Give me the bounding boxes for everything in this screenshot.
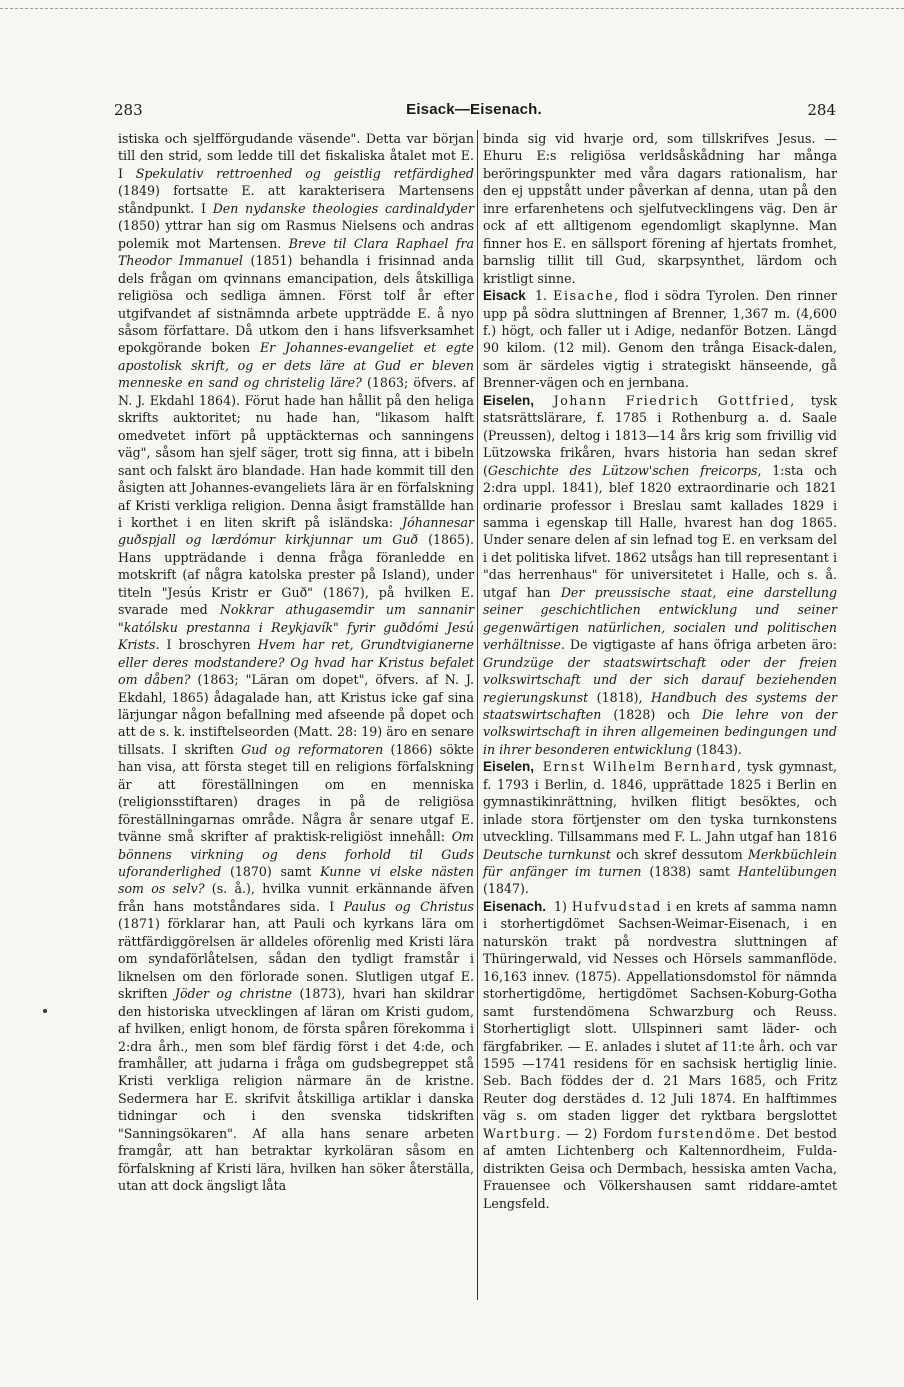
text-run: (1847). [483,881,529,897]
text-run: (1843). [691,741,742,757]
text-run: (1818), [588,689,652,705]
italic-title: Er Johannes-evangeliet et egte apostolisk skrift, og er dets läre at Gud er bleven menneske en sand og christelig läre? [118,340,474,391]
encyclopedia-entry [483,392,837,759]
italic-title: Geschichte des Lützow'schen freicorps [487,462,758,478]
spaced-text: Wartburg [483,1125,557,1141]
text-run: och skref dessutom [610,846,749,862]
text-run: i en krets af samma namn i storhertigdömet Sachsen-Weimar-Eisenach, i en naturskön trakt på nordvestra sluttningen af Thüringerwald, vid Nesses och Hörsels sammanflöde. 16,163 innev. (1875). Appellationsdomstol för nämnda storhertigdöme, hertigdömet Sachsen-Koburg-Gotha samt furstendömena Schwarzburg och Reuss. Storhertigligt slott. Ullspinneri samt läder- och färgfabriker. — E. anlades i slutet af 11:te årh. och var 1595 —1741 residens för en sachsisk hertiglig linie. Seb. Bach föddes der d. 21 Mars 1685, och Fritz Reuter dog derstädes d. 12 Juli 1874. En halftimmes väg s. om staden ligger det ryktbara bergslottet [483,898,837,1124]
running-head: Eisack—Eisenach. [406,101,542,118]
text-run: (1870) samt [221,864,321,880]
entry-headword: Eiselen, [483,759,535,775]
text-run: (s. å.), hvilka vunnit erkännande äfven från hans motståndares sida. I [118,881,474,914]
column-divider [477,130,478,1300]
text-run: . — 2) Fordom [556,1125,658,1141]
text-run: , flod i södra Tyrolen. Den rinner upp på södra sluttningen af Brenner, 1,367 m. (4,600 f.) högt, och faller ut i Adige, nedanför Botzen. Längd 90 kilom. (12 mil). Genom den trånga Eisack-dalen, som är särdeles vigtig i strategiskt hänseende, gå Brenner-vägen och en jernbana. [483,288,837,391]
italic-title: Jóhannesar guðspjall og lærdómur kirkjunnar um Guð [118,514,474,548]
italic-title: Deutsche turnkunst [483,846,611,862]
left-column-text [118,130,474,1195]
italic-title: Kunne vi elske nästen som os selv? [118,864,474,897]
continued-text [483,130,837,287]
italic-title: Hvem har ret, Grundtvigianerne eller deres modstandere? Og hvad har Kristus befalet om dåben? [118,637,474,688]
entry-headword: Eisenach. [483,898,547,914]
spaced-text: furstendöme [657,1125,757,1141]
text-run: (1865). Hans uppträdande i denna fråga föranledde en motskrift (af några katolska prester på Island), under titeln "Jesús Kristr er Guð" (1867), på hvilken E. svarade med [118,532,474,618]
encyclopedia-entry [483,898,837,1212]
text-run: (1863; "Läran om dopet", öfvers. af N. J. Ekdahl, 1865) ådagalade han, att Kristus icke gaf sina lärjungar någon befallning med afseende på dopet och att de s. k. instiftelseorden (Matt. 28: 19) äro en senare tillsats. I skriften [118,672,474,757]
left-column [118,130,474,1195]
text-run: (1850) yttrar han sig om Rasmus Nielsens och andras polemik mot Martensen. [118,218,474,251]
italic-title: Spekulativ rettroenhed og geistlig retfärdighed [135,165,474,181]
spaced-text: Ernst Wilhelm Bernhard [542,759,738,775]
italic-title: Breve til Clara Raphael fra Theodor Immanuel [118,235,474,269]
text-run: (1851) behandla i frisinnad anda dels frågan om qvinnans emancipation, dels åtskilliga religiösa och sedliga ämnen. Först tolf år efter utgifvandet af sistnämnda arbete uppträdde E. å nyo såsom författare. Då utkom den i hans lifsverksamhet epokgörande boken [118,253,474,356]
page-number-left: 283 [114,101,143,119]
italic-title: Den nydanske theologies cardinaldyder [212,200,474,216]
entry-headword: Eiselen, [483,392,535,408]
right-column [483,130,837,1212]
italic-title: Om bönnens virkning og dens forhold til Guds uforanderlighed [118,829,474,880]
text-run: 1. [534,288,554,304]
text-run: I broschyren [159,637,258,653]
spaced-text: Eisache [553,288,615,304]
text-run: , tysk statsrättslärare, f. 1785 i Rothenburg a. d. Saale (Preussen), deltog i 1813—14 års krig som frivillig vid Lützowska frikåren, hvars historia han sedan skref ( [483,392,837,478]
spaced-text: Hufvudstad [571,898,662,914]
encyclopedia-entry [483,758,837,898]
text-run: De vigtigaste af hans öfriga arbeten äro: [564,637,837,653]
page-number-right: 284 [807,101,836,119]
text-run: 1) [553,898,572,914]
spaced-text: Johann Friedrich Gottfried [553,392,791,408]
encyclopedia-entry [483,287,837,392]
text-run: , tysk gymnast, f. 1793 i Berlin, d. 1846, upprättade 1825 i Berlin en gymnastikinrättning, hvilken flitigt besöktes, och inlade stora förtjenster om den tyska turnkonstens utveckling. Tillsammans med F. L. Jahn utgaf han 1816 [483,759,838,845]
text-run: binda sig vid hvarje ord, som tillskrifves Jesus. — Ehuru E:s religiösa verldsåskådning har många beröringspunkter med våra dagars rationalism, har den ej uppstått under påverkan af denna, utan på den inre erfarenhetens och sjelfutvecklingens väg. Den är ock af ett alltigenom egendomligt skaplynne. Man finner hos E. en sällsport förening af hjertats fromhet, barnslig tillit till Gud, skarpsynthet, lärdom och kristligt sinne. [483,131,837,286]
italic-title: Die lehre von der volkswirtschaft in ihren allgemeinen bedingungen und in ihrer besonderen entwicklung [483,706,837,757]
italic-title: Hantelübungen [737,864,837,880]
text-run: . Det bestod af amten Lichtenberg och Kaltennordheim, Fulda-distrikten Geisa och Dermbach, hessiska amten Vacha, Frauensee och Völkershausen samt riddare-amtet Lengsfeld. [483,1125,837,1211]
text-run: istiska och sjelfförgudande väsende". Detta var början till den strid, som ledde till det fiskaliska åtalet mot E. I [118,131,474,181]
italic-title: Grundzüge der staatswirtschaft oder der freien volkswirtschaft und der sich darauf beziehenden regierungskunst [483,654,837,705]
italic-title: Paulus og Christus [343,898,474,914]
italic-title: Nokkrar athugasemdir um sannanir "katólsku prestanna i Reykjavík" fyrir guðdómi Jesú Krists. [118,602,474,653]
top-edge-rule [0,8,904,9]
text-run: (1828) och [601,706,702,722]
italic-title: Handbuch des systems der staatswirtschaften [483,689,838,722]
italic-title: Gud og reformatoren [241,741,384,757]
text-run: (1838) samt [641,864,738,880]
text-run: , 1:sta och 2:dra uppl. 1841), blef 1820 extraordinarie och 1821 ordinarie professor i Breslau samt kallades 1829 i samma i egenskap till Halle, hvarest han dog 1865. Under senare delen af sin lefnad tog E. en verksam del i det politiska lifvet. 1862 utsågs han till representant i "das herrenhaus" för universitetet i Halle, och s. å. utgaf han [483,462,837,600]
text-run: (1873), hvari han skildrar den historiska utvecklingen af läran om Kristi gudom, af hvilken, enligt honom, de första spåren förekomma i 2:dra årh., men som blef färdig först i det 4:de, och framhåller, att judarna i fråga om gudsbegreppet stå Kristi verkliga religion närmare än de kristne. Sedermera har E. skrifvit åtskilliga artiklar i danska tidningar och i den svenska tidskriften "Sanningsökaren". Af alla hans senare arbeten framgår, att han betraktar kyrkoläran såsom en förfalskning af Kristi lära, hvilken han söker återställa, utan att dock ängsligt låta [118,986,474,1194]
text-run: (1866) sökte han visa, att första steget till en religions förfalskning är att föreställningen om en menniska (religionsstiftaren) drages in på de religiösa föreställningarnas område. Några år senare utgaf E. tvänne små skrifter af praktisk-religiöst innehåll: [118,741,474,845]
italic-title: Jöder og christne [174,986,292,1002]
margin-speck [43,1009,47,1013]
entry-headword: Eisack [483,288,526,304]
italic-title: Merkbüchlein für anfänger im turnen [483,846,837,880]
italic-title: Der preussische staat, eine darstellung seiner geschichtlichen entwicklung und seiner gegenwärtigen natürlichen, socialen und politischen verhältnisse. [483,584,837,653]
text-run: (1871) förklarar han, att Pauli och kyrkans lära om rättfärdiggörelsen är alldeles oförenlig med Kristi lära om syndaförlåtelsen, sådan den tydligt framstår i liknelsen om den förlorade sonen. Slutligen utgaf E. skriften [118,916,474,1002]
text-run: (1863; öfvers. af N. J. Ekdahl 1864). Förut hade han hållit på den heliga skrifts auktoritet; nu hade han, "likasom halft omedvetet infört på upptäckternas och sanningens väg", såsom han sjelf säger, trott sig finna, att i bibeln sant och falskt äro blandade. Han hade kommit till den åsigten att Johannes-evangeliets lära är en förfalskning af Kristi verkliga religion. Denna åsigt framställde han i korthet i en liten skrift på isländska: [118,375,474,530]
page-header [110,101,838,123]
text-run: (1849) fortsatte E. att karakterisera Martensens ståndpunkt. I [118,183,474,216]
